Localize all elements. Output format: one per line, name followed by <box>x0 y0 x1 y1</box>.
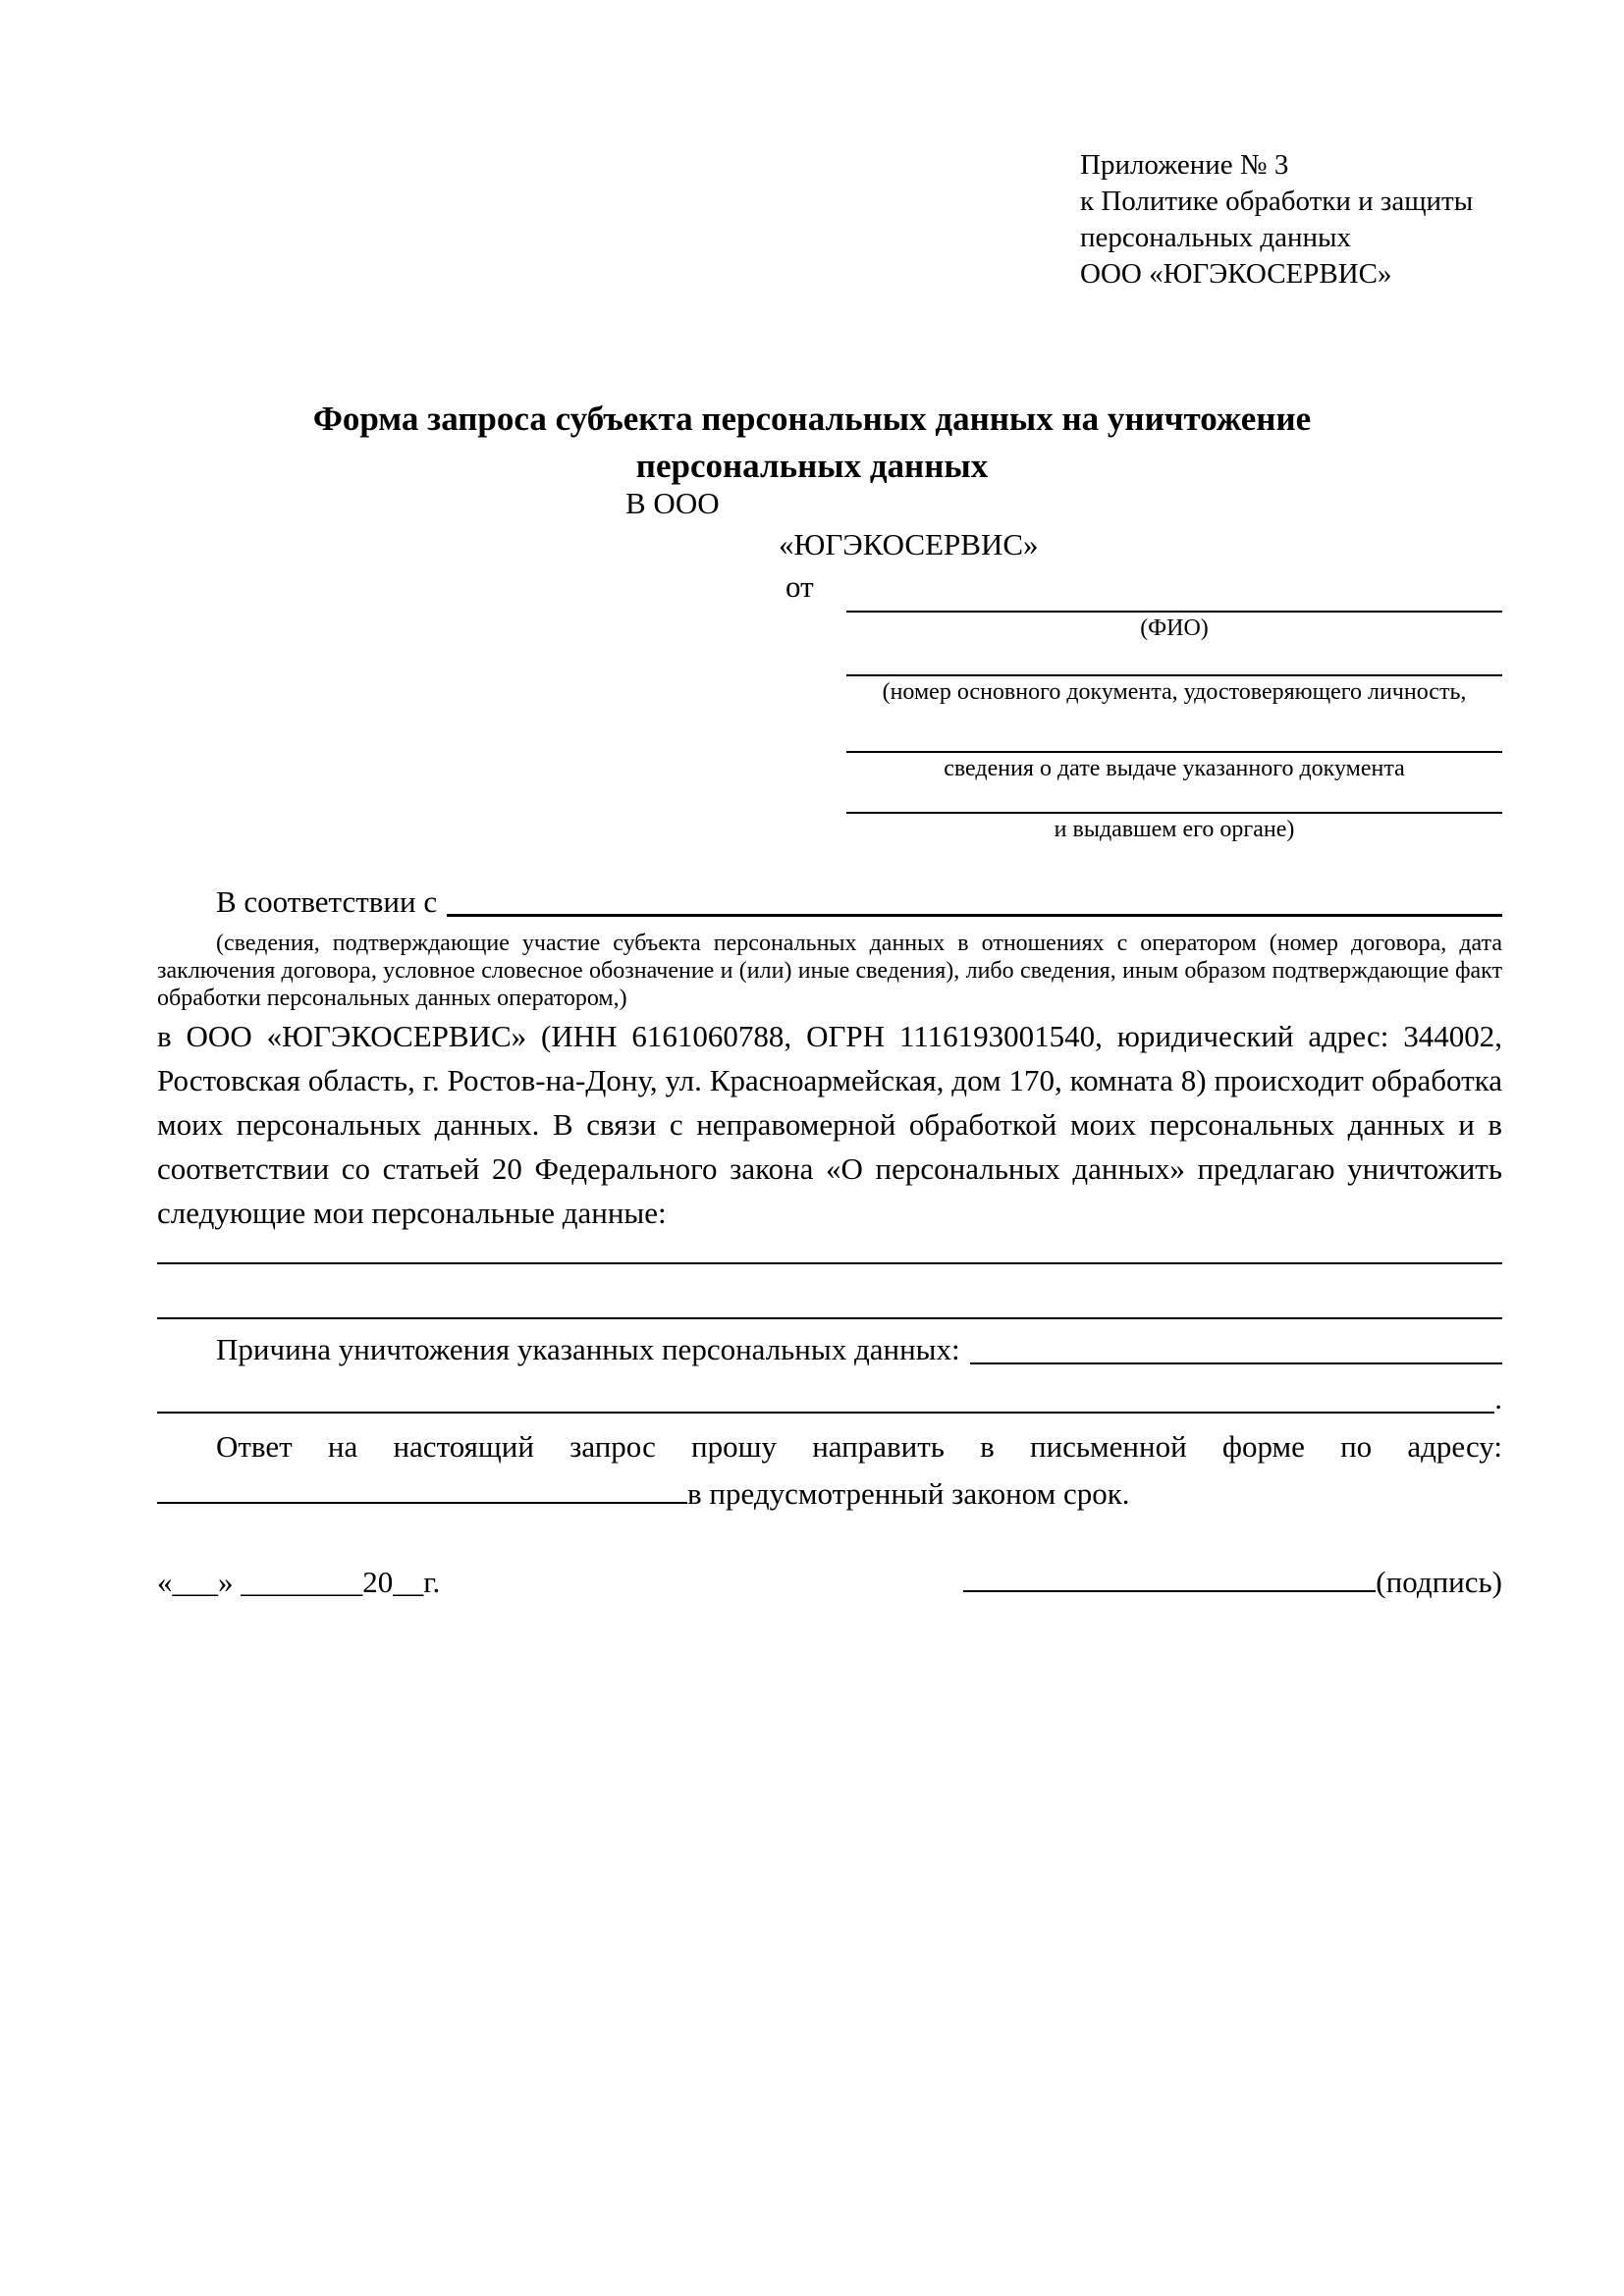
accordance-blank-line <box>447 914 1502 917</box>
fio-caption: (ФИО) <box>1140 615 1209 641</box>
personal-data-blank-line-1 <box>157 1235 1502 1264</box>
appendix-note-line: Приложение № 3 <box>1080 149 1289 181</box>
reason-continuation-row <box>157 1371 1502 1420</box>
reason-row <box>157 1327 1502 1371</box>
addressee-from-label: от <box>785 569 814 604</box>
fio-field <box>846 611 1502 643</box>
issue-date-field <box>846 751 1502 783</box>
signature-row <box>157 1557 1502 1604</box>
reason-continuation-blank-line <box>157 1412 1494 1414</box>
accordance-prefix: В соответствии с <box>216 884 438 919</box>
issuing-authority-blank-line <box>846 812 1502 814</box>
accordance-row <box>157 880 1502 924</box>
document-number-caption: (номер основного документа, удостоверяющего личность, <box>882 679 1467 705</box>
addressee-to-prefix: В ООО <box>625 486 720 520</box>
response-address-blank-line <box>157 1468 687 1504</box>
date-blank: «___» ________20__г. <box>157 1565 441 1599</box>
document-title-line1: Форма запроса субъекта персональных данных на уничтожение <box>312 400 1312 438</box>
signature-blank-line <box>963 1557 1376 1592</box>
reason-blank-line <box>970 1362 1502 1364</box>
fio-blank-line <box>846 611 1502 613</box>
appendix-note-line: персональных данных <box>1080 222 1352 253</box>
appendix-note <box>1080 147 1473 293</box>
appendix-note-line: к Политике обработки и защиты <box>1080 186 1474 217</box>
document-title-line2: персональных данных <box>635 447 989 485</box>
reason-label: Причина уничтожения указанных персональных данных: <box>216 1332 960 1366</box>
issuing-authority-field <box>846 812 1502 844</box>
document-body <box>157 880 1502 1604</box>
main-paragraph: в ООО «ЮГЭКОСЕРВИС» (ИНН 6161060788, ОГРН 1116193001540, юридический адрес: 344002, Ростовская область, г. Ростов-на-Дону, ул. Красноармейская, дом 170, комната 8) происходит обработка моих персональных данных. В связи с неправомерной обработкой моих персональных данных и в соответствии со статьей 20 Федерального закона «О персональных данных» предлагаю уничтожить следующие мои персональные данные: <box>157 1019 1502 1230</box>
signature-caption: (подпись) <box>1376 1565 1502 1599</box>
signature-area <box>963 1557 1502 1604</box>
document-number-field <box>846 674 1502 707</box>
issue-date-blank-line <box>846 751 1502 753</box>
addressee-org-name: «ЮГЭКОСЕРВИС» <box>779 527 1039 561</box>
personal-data-blank-line-2 <box>157 1264 1502 1319</box>
appendix-note-line: ООО «ЮГЭКОСЕРВИС» <box>1080 258 1392 290</box>
response-request-line: Ответ на настоящий запрос прошу направить в письменной форме по адресу: <box>216 1429 1502 1464</box>
issue-date-caption: сведения о дате выдаче указанного документа <box>944 756 1405 781</box>
reason-line-period: . <box>1494 1381 1502 1415</box>
issuing-authority-caption: и выдавшем его органе) <box>1054 817 1295 842</box>
document-number-blank-line <box>846 674 1502 676</box>
accordance-note: (сведения, подтверждающие участие субъекта персональных данных в отношениях с оператором (номер договора, дата заключения договора, условное словесное обозначение и (или) иные сведения), либо сведения, иным образом подтверждающие факт обработки персональных данных оператором,) <box>157 931 1502 1011</box>
document-title <box>0 396 1624 490</box>
response-suffix: в предусмотренный законом срок. <box>687 1476 1130 1511</box>
response-address-row <box>157 1468 1502 1516</box>
